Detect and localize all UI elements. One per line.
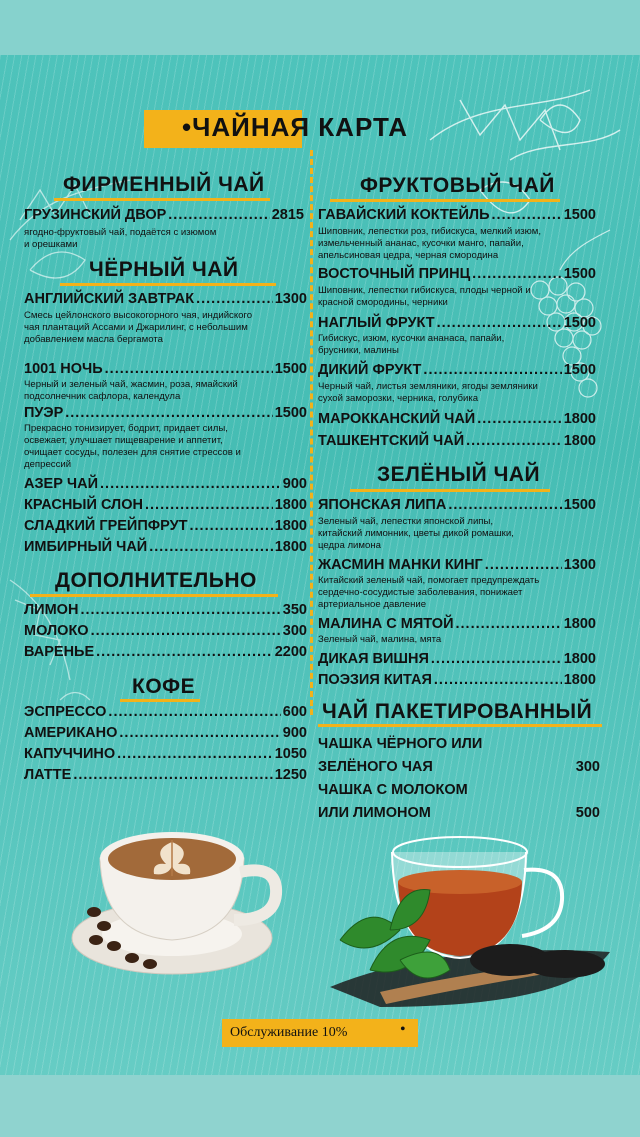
dot-leader (149, 539, 273, 555)
menu-item (24, 644, 307, 660)
menu-item (318, 433, 596, 449)
item-name: ГАВАЙСКИЙ КОКТЕЙЛЬ (318, 207, 490, 223)
dot-leader (190, 518, 273, 534)
item-name: ИЛИ ЛИМОНОМ (318, 805, 431, 821)
menu-item (24, 405, 307, 421)
item-name: АМЕРИКАНО (24, 725, 118, 741)
menu-item (24, 518, 307, 534)
item-name: АНГЛИЙСКИЙ ЗАВТРАК (24, 291, 195, 307)
item-name: МАРОККАНСКИЙ ЧАЙ (318, 411, 476, 427)
menu-item (318, 557, 596, 573)
item-price: 1800 (563, 616, 596, 632)
service-charge-text: Обслуживание 10% (230, 1025, 348, 1040)
menu-item (318, 616, 596, 632)
menu-item (24, 361, 307, 377)
menu-item (24, 704, 307, 720)
item-description: Зеленый чай, малина, мята (318, 634, 442, 645)
item-description: Черный чай, листья земляники, ягоды земляники сухой заморозки, черника, голубика (318, 381, 538, 404)
item-description: Шиповник, лепестки гибискуса, плоды черной и красной смородины, черники (318, 285, 531, 308)
item-description: Гибискус, изюм, кусочки ананаса, папайи, брусники, малины (318, 333, 505, 356)
section-underline (54, 198, 270, 201)
coffee-beans-icon (80, 900, 170, 980)
item-price: 300 (282, 623, 307, 639)
menu-item (24, 602, 307, 618)
menu-item (318, 411, 596, 427)
menu-item (318, 651, 596, 667)
item-name: МОЛОКО (24, 623, 89, 639)
menu-item (318, 497, 596, 513)
item-price: 500 (575, 805, 600, 821)
section-underline (120, 699, 200, 702)
item-name: ВОСТОЧНЫЙ ПРИНЦ (318, 266, 471, 282)
menu-item (318, 207, 596, 223)
dot-leader (485, 557, 562, 573)
item-price: 1800 (274, 518, 307, 534)
item-name: ЭСПРЕССО (24, 704, 107, 720)
dot-leader (65, 405, 272, 421)
menu-item (318, 362, 596, 378)
item-name: ЧАШКА ЧЁРНОГО ИЛИ (318, 736, 483, 752)
mint-leaves-icon (330, 880, 460, 990)
dot-leader (448, 497, 561, 513)
section-underline (30, 594, 278, 597)
item-price: 1500 (274, 361, 307, 377)
dot-leader (477, 411, 562, 427)
section-title-bagged: ЧАЙ ПАКЕТИРОВАННЫЙ (322, 700, 593, 723)
item-name: КРАСНЫЙ СЛОН (24, 497, 143, 513)
item-name: ТАШКЕНТСКИЙ ЧАЙ (318, 433, 465, 449)
section-underline (350, 489, 550, 492)
item-name: МАЛИНА С МЯТОЙ (318, 616, 454, 632)
item-name: КАПУЧЧИНО (24, 746, 116, 762)
dot-leader (168, 207, 269, 223)
dot-leader (100, 476, 281, 492)
menu-item (24, 476, 307, 492)
item-name: ЧАШКА С МОЛОКОМ (318, 782, 468, 798)
item-price: 1500 (563, 315, 596, 331)
section-underline (318, 724, 602, 727)
item-price: 1300 (274, 291, 307, 307)
page-title: •ЧАЙНАЯ КАРТА (182, 112, 408, 142)
menu-item (24, 746, 307, 762)
dot-leader (91, 623, 281, 639)
menu-item (318, 733, 600, 779)
item-name: СЛАДКИЙ ГРЕЙПФРУТ (24, 518, 188, 534)
item-price: 300 (575, 759, 600, 775)
item-price: 1300 (563, 557, 596, 573)
menu-item (24, 207, 304, 223)
menu-item (24, 539, 307, 555)
item-name: ЖАСМИН МАНКИ КИНГ (318, 557, 483, 573)
dot-leader (145, 497, 273, 513)
item-name: ГРУЗИНСКИЙ ДВОР (24, 207, 167, 223)
dot-leader (80, 602, 280, 618)
menu-item (24, 291, 307, 307)
item-name: ДИКАЯ ВИШНЯ (318, 651, 429, 667)
item-name: ВАРЕНЬЕ (24, 644, 95, 660)
section-underline (330, 199, 560, 202)
section-title-extra: ДОПОЛНИТЕЛЬНО (55, 569, 257, 592)
column-divider (310, 150, 313, 715)
dot-leader (105, 361, 273, 377)
item-name: 1001 НОЧЬ (24, 361, 103, 377)
item-name: НАГЛЫЙ ФРУКТ (318, 315, 435, 331)
item-price: 600 (282, 704, 307, 720)
menu-item (318, 266, 596, 282)
menu-item (24, 767, 307, 783)
item-price: 900 (282, 476, 307, 492)
service-charge-badge (222, 1019, 418, 1047)
item-description: Смесь цейлонского высокогорного чая, индийского чая плантаций Ассами и Джарилинг, с небольшим добавлением масла бергамота (24, 310, 253, 345)
item-price: 350 (282, 602, 307, 618)
item-price: 1800 (274, 497, 307, 513)
section-title-signature: ФИРМЕННЫЙ ЧАЙ (63, 173, 265, 196)
menu-item (318, 779, 600, 825)
item-price: 1500 (563, 362, 596, 378)
dot-leader (431, 651, 562, 667)
item-description: Шиповник, лепестки роз, гибискуса, мелкий изюм, измельченный ананас, кусочки манго, папайи, апельсиновая цедра, черная смородина (318, 226, 541, 261)
dot-leader (437, 315, 562, 331)
dot-leader (466, 433, 562, 449)
item-price: 1500 (563, 207, 596, 223)
dot-leader (196, 291, 273, 307)
item-name: ЯПОНСКАЯ ЛИПА (318, 497, 447, 513)
item-price: 1500 (274, 405, 307, 421)
tea-leaves-icon (470, 930, 610, 990)
item-price: 1050 (274, 746, 307, 762)
dot-leader (492, 207, 562, 223)
dot-leader (73, 767, 272, 783)
item-price: 2200 (274, 644, 307, 660)
dot-leader (96, 644, 273, 660)
item-price: 900 (282, 725, 307, 741)
item-description: ягодно-фруктовый чай, подаётся с изюмом и орешками (24, 227, 217, 250)
section-title-green: ЗЕЛЁНЫЙ ЧАЙ (377, 463, 541, 486)
item-name: ИМБИРНЫЙ ЧАЙ (24, 539, 148, 555)
item-description: Прекрасно тонизирует, бодрит, придает силы, освежает, улучшает пищеварение и аппетит, очищает сосуды, полезен для снятие стрессов и депрессий (24, 423, 241, 470)
item-price: 1800 (274, 539, 307, 555)
menu-item (318, 672, 596, 688)
item-description: Китайский зеленый чай, помогает предупреждать сердечно-сосудистые заболевания, понижает артериальное давление (318, 575, 540, 610)
section-underline (60, 283, 276, 286)
item-name: ПОЭЗИЯ КИТАЯ (318, 672, 432, 688)
item-name: ПУЭР (24, 405, 64, 421)
item-price: 1800 (563, 411, 596, 427)
item-price: 1500 (563, 266, 596, 282)
section-title-fruit: ФРУКТОВЫЙ ЧАЙ (360, 174, 555, 197)
item-name: ЛИМОН (24, 602, 79, 618)
section-title-black: ЧЁРНЫЙ ЧАЙ (89, 258, 239, 281)
dot-leader (456, 616, 562, 632)
item-price: 1800 (563, 672, 596, 688)
menu-item (318, 315, 596, 331)
item-name: ЛАТТЕ (24, 767, 72, 783)
menu-item (24, 623, 307, 639)
dot-leader (117, 746, 273, 762)
item-price: 1500 (563, 497, 596, 513)
item-price: 1250 (274, 767, 307, 783)
menu-item (24, 725, 307, 741)
dot-leader (108, 704, 280, 720)
item-name: ЗЕЛЁНОГО ЧАЯ (318, 759, 433, 775)
item-description: Черный и зеленый чай, жасмин, роза, ямайский подсолнечник сафлора, календула (24, 379, 238, 402)
menu-item (24, 497, 307, 513)
dot-leader (472, 266, 562, 282)
item-name: ДИКИЙ ФРУКТ (318, 362, 422, 378)
dot-leader (423, 362, 561, 378)
item-price: 1800 (563, 433, 596, 449)
item-description: Зеленый чай, лепестки японской липы, китайский лимонник, цветы дикой ромашки, цедра лимона (318, 516, 514, 551)
item-price: 2815 (271, 207, 304, 223)
section-title-coffee: КОФЕ (132, 675, 196, 698)
item-price: 1800 (563, 651, 596, 667)
dot-leader (434, 672, 562, 688)
item-name: АЗЕР ЧАЙ (24, 476, 99, 492)
bullet-dot: • (400, 1021, 406, 1038)
dot-leader (119, 725, 280, 741)
